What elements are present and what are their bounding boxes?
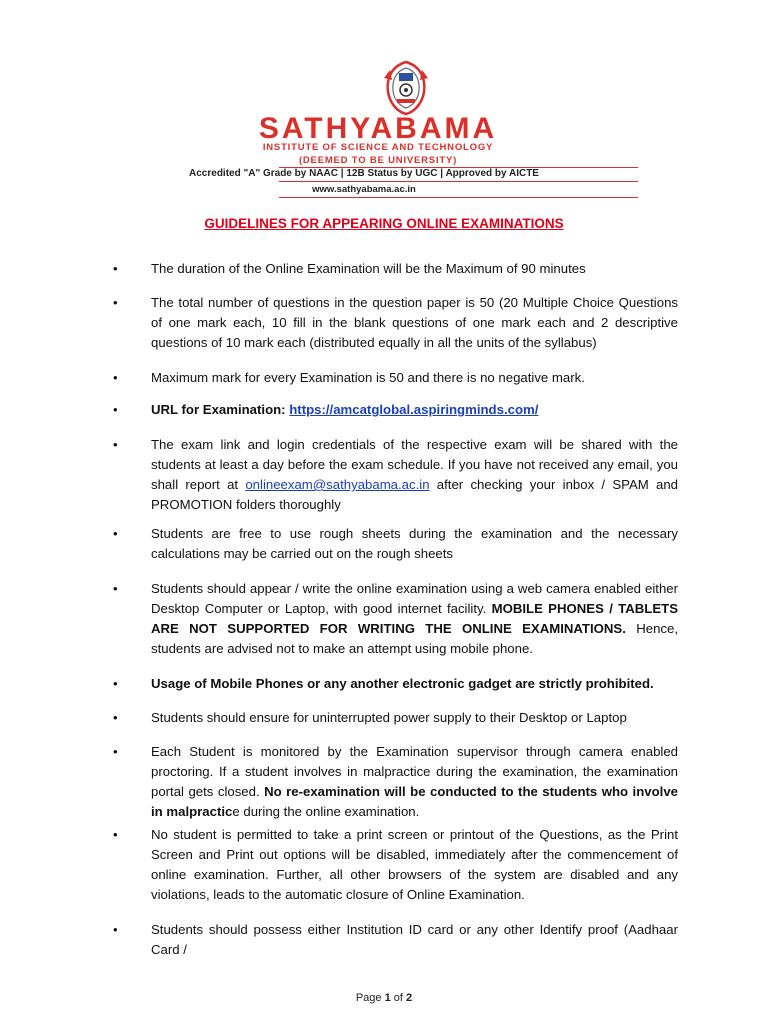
list-item: • The total number of questions in the question paper is 50 (20 Multiple Choice Questions of one mark each, 10 fill in the blank questions of one mark each and 2 descriptive questions of 10 mark each (distributed equally in all the units of the syllabus) (113, 295, 678, 350)
list-item: • The exam link and login credentials of the respective exam will be shared with the students at least a day before the exam schedule. If you have not received any email, you shall report at onlineexam@sathyabama.ac.in after checking your inbox / SPAM and PROMOTION folders thoroughly (113, 437, 679, 512)
list-item: • Students should possess either Institution ID card or any other Identify proof (Aadhaar Card / (113, 922, 678, 957)
list-item: • The duration of the Online Examination will be the Maximum of 90 minutes (113, 261, 586, 276)
url-label: URL for Examination: (151, 402, 290, 417)
list-item: • Students should appear / write the online examination using a web camera enabled either Desktop Computer or Laptop, with good internet facility. MOBILE PHONES / TABLETS ARE NOT SUPPORTED FOR WRITING THE ONLINE EXAMINATIONS. Hence, students are advised not to make an attempt using mobile phone. (113, 581, 679, 656)
page-number: Page 1 of 2 (355, 992, 413, 1004)
document-title: GUIDELINES FOR APPEARING ONLINE EXAMINATIONS (204, 216, 564, 231)
exam-url-link[interactable]: https://amcatglobal.aspiringminds.com/ (289, 402, 539, 417)
letterhead (0, 0, 768, 205)
institution-subtitle: INSTITUTE OF SCIENCE AND TECHNOLOGY (262, 142, 494, 153)
institution-name: SATHYABAMA (258, 112, 498, 145)
header-divider (279, 197, 638, 198)
list-item: • Students are free to use rough sheets during the examination and the necessary calculations may be carried out on the rough sheets (113, 526, 678, 561)
institution-deemed: (DEEMED TO BE UNIVERSITY) (298, 155, 458, 166)
list-item: • URL for Examination: https://amcatglobal.aspiringminds.com/ (113, 402, 539, 417)
list-item: • Each Student is monitored by the Examination supervisor through camera enabled proctoring. If a student involves in malpractice during the examination, the examination portal gets closed. No re-examination will be conducted to the students who involve in malpractice during the online examination. (113, 744, 678, 819)
header-divider (279, 181, 638, 182)
accreditation-line: Accredited "A" Grade by NAAC | 12B Status by UGC | Approved by AICTE (189, 168, 539, 179)
list-item: • No student is permitted to take a print screen or printout of the Questions, as the Print Screen and Print out options will be disabled, immediately after the commencement of online examination. Further, all other browsers of the system are disabled and any violations, leads to the automatic closure of Online Examination. (113, 827, 678, 902)
website-text: www.sathyabama.ac.in (312, 184, 416, 195)
list-item: • Students should ensure for uninterrupted power supply to their Desktop or Laptop (113, 710, 627, 725)
list-item: • Usage of Mobile Phones or any another electronic gadget are strictly prohibited. (113, 676, 654, 691)
university-crest-icon (382, 60, 430, 116)
list-item: • Maximum mark for every Examination is 50 and there is no negative mark. (113, 370, 585, 385)
support-email-link[interactable]: onlineexam@sathyabama.ac.in (245, 477, 430, 492)
